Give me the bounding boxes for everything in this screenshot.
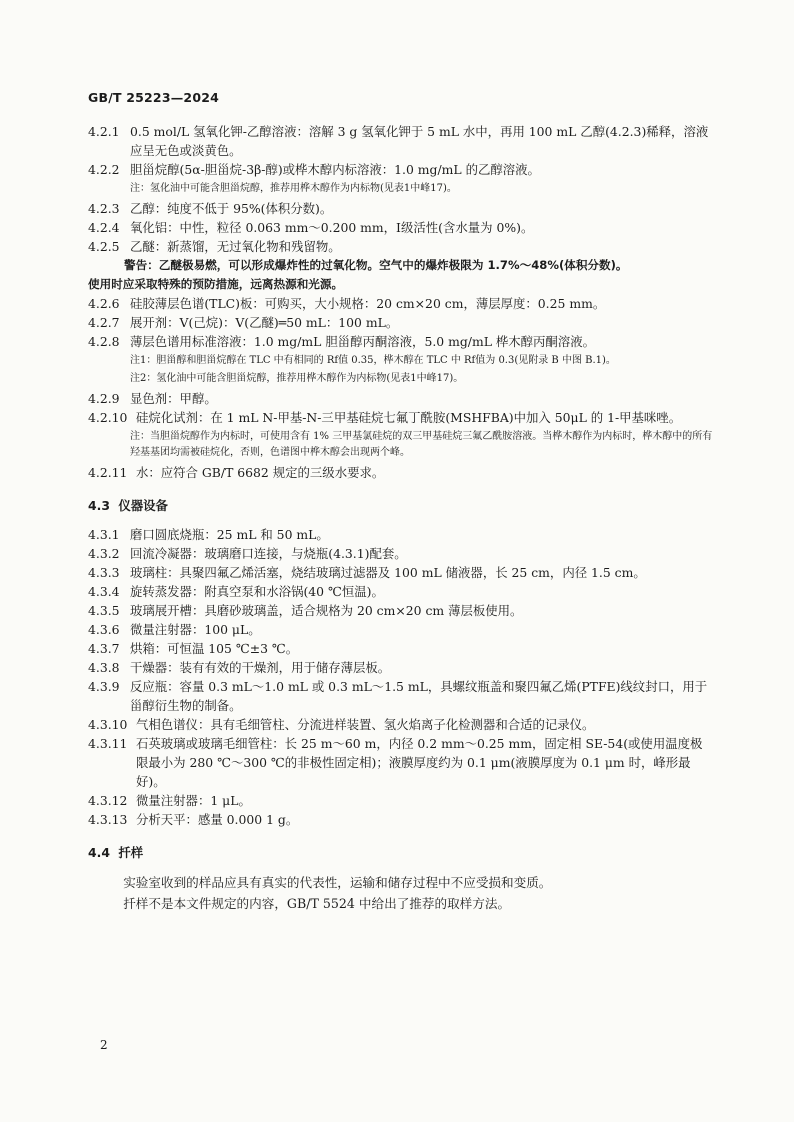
clause-number: 4.2.4	[88, 220, 120, 235]
clause-4-3-13	[88, 810, 713, 829]
clause-number: 4.3.11	[88, 736, 128, 751]
clause-text: 回流冷凝器：玻璃磨口连接，与烧瓶(4.3.1)配套。	[130, 546, 407, 561]
clause-number: 4.2.6	[88, 296, 120, 311]
clause-4-3-12	[88, 791, 713, 810]
clause-text: 玻璃柱：具聚四氟乙烯活塞，烧结玻璃过滤器及 100 mL 储液器，长 25 cm，内径 1.5 cm。	[130, 565, 646, 580]
clause-text: 干燥器：装有有效的干燥剂，用于储存薄层板。	[130, 660, 391, 675]
reagent-list	[88, 122, 713, 256]
clause-text: 微量注射器：100 μL。	[130, 622, 261, 637]
clause-4-3-8	[88, 658, 713, 677]
clause-number: 4.3.6	[88, 622, 120, 637]
sampling-paragraph: 扦样不是本文件规定的内容，GB/T 5524 中给出了推荐的取样方法。	[123, 896, 511, 911]
clause-4-2-5	[88, 237, 713, 256]
clause-number: 4.3.10	[88, 717, 128, 732]
clause-4-2-8	[88, 332, 713, 351]
clause-text: 旋转蒸发器：附真空泵和水浴锅(40 ℃恒温)。	[130, 584, 384, 599]
clause-4-3-9	[88, 677, 713, 715]
clause-number: 4.3.4	[88, 584, 120, 599]
section-title: 仪器设备	[118, 498, 168, 513]
clause-number: 4.3.2	[88, 546, 120, 561]
section-number: 4.4	[88, 845, 110, 860]
clause-text: 硅胶薄层色谱(TLC)板：可购买，大小规格：20 cm×20 cm，薄层厚度：0.25 mm。	[130, 296, 606, 311]
clause-number: 4.3.5	[88, 603, 120, 618]
warning-line-1: 警告：乙醚极易燃，可以形成爆炸性的过氧化物。空气中的爆炸极限为 1.7%～48%(体积分数)。	[124, 258, 628, 272]
clause-4-2-9	[88, 389, 713, 408]
clause-text: 玻璃展开槽：具磨砂玻璃盖，适合规格为 20 cm×20 cm 薄层板使用。	[130, 603, 523, 618]
clause-text: 乙醇：纯度不低于 95%(体积分数)。	[130, 201, 333, 216]
clause-number: 4.2.9	[88, 391, 120, 406]
clause-4-2-1	[88, 122, 713, 160]
section-title: 扦样	[118, 845, 144, 860]
warning-line-2: 使用时应采取特殊的预防措施，远离热源和光源。	[88, 277, 344, 291]
clause-number: 4.3.3	[88, 565, 120, 580]
clause-number: 4.2.10	[88, 410, 128, 425]
clause-4-2-6	[88, 294, 713, 313]
clause-number: 4.2.2	[88, 162, 120, 177]
clause-4-3-3	[88, 563, 713, 582]
clause-number: 4.2.1	[88, 124, 120, 139]
clause-number: 4.2.3	[88, 201, 120, 216]
clause-4-3-4	[88, 582, 713, 601]
clause-4-2-2	[88, 160, 713, 179]
clause-4-3-5	[88, 601, 713, 620]
note: 注1：胆甾醇和胆甾烷醇在 TLC 中有相同的 Rf值 0.35，桦木醇在 TLC 中 Rf值为 0.3(见附录 B 中图 B.1)。	[130, 355, 616, 366]
clause-number: 4.2.5	[88, 239, 120, 254]
clause-number: 4.3.1	[88, 527, 120, 542]
page-number: 2	[100, 1038, 108, 1052]
clause-text: 0.5 mol/L 氢氧化钾-乙醇溶液：溶解 3 g 氢氧化钾于 5 mL 水中，再用 100 mL 乙醇(4.2.3)稀释，溶液应呈无色或淡黄色。	[130, 124, 709, 158]
sampling-paragraphs	[88, 872, 713, 914]
clause-text: 显色剂：甲醇。	[130, 391, 217, 406]
clause-number: 4.3.7	[88, 641, 120, 656]
clause-4-2-11	[88, 463, 713, 482]
clause-number: 4.2.8	[88, 334, 120, 349]
clause-text: 反应瓶：容量 0.3 mL～1.0 mL 或 0.3 mL～1.5 mL，具螺纹瓶盖和聚四氟乙烯(PTFE)线纹封口，用于甾醇衍生物的制备。	[130, 679, 708, 713]
clause-text: 薄层色谱用标准溶液：1.0 mg/mL 胆甾醇丙酮溶液，5.0 mg/mL 桦木醇丙酮溶液。	[130, 334, 595, 349]
clause-text: 磨口圆底烧瓶：25 mL 和 50 mL。	[130, 527, 329, 542]
note: 注：当胆甾烷醇作为内标时，可使用含有 1% 三甲基氯硅烷的双三甲基硅烷三氟乙酰胺溶液。当桦木醇作为内标时，桦木醇中的所有羟基基团均需被硅烷化，否则，色谱图中桦木醇会出现两个峰。	[130, 431, 713, 458]
clause-text: 硅烷化试剂：在 1 mL N-甲基-N-三甲基硅烷七氟丁酰胺(MSHFBA)中加入 50μL 的 1-甲基咪唑。	[136, 410, 682, 425]
equipment-list	[88, 525, 713, 829]
clause-4-2-7	[88, 313, 713, 332]
standard-code: GB/T 25223—2024	[88, 90, 220, 105]
clause-text: 乙醚：新蒸馏，无过氧化物和残留物。	[130, 239, 341, 254]
sampling-paragraph: 实验室收到的样品应具有真实的代表性，运输和储存过程中不应受损和变质。	[123, 875, 552, 890]
clause-text: 石英玻璃或玻璃毛细管柱：长 25 m～60 m，内径 0.2 mm～0.25 mm，固定相 SE-54(或使用温度极限最小为 280 ℃～300 ℃的非极性固定相)；液膜厚度约为 0.1 μm(液膜厚度为 0.1 μm 时，峰形最好)。	[136, 736, 703, 789]
clause-number: 4.3.9	[88, 679, 120, 694]
section-heading-equipment	[88, 496, 713, 515]
note: 注2：氢化油中可能含胆甾烷醇，推荐用桦木醇作为内标物(见表1中峰17)。	[130, 373, 464, 384]
clause-text: 胆甾烷醇(5α-胆甾烷-3β-醇)或桦木醇内标溶液：1.0 mg/mL 的乙醇溶液。	[130, 162, 540, 177]
section-heading-sampling	[88, 843, 713, 862]
clause-4-2-4	[88, 218, 713, 237]
clause-4-3-11	[88, 734, 713, 791]
clause-4-3-2	[88, 544, 713, 563]
clause-number: 4.3.8	[88, 660, 120, 675]
clause-4-3-10	[88, 715, 713, 734]
clause-text: 烘箱：可恒温 105 ℃±3 ℃。	[130, 641, 299, 656]
clause-text: 微量注射器：1 μL。	[136, 793, 251, 808]
clause-number: 4.2.11	[88, 465, 128, 480]
clause-text: 氧化铝：中性，粒径 0.063 mm～0.200 mm，Ⅰ级活性(含水量为 0%)。	[130, 220, 534, 235]
clause-text: 水：应符合 GB/T 6682 规定的三级水要求。	[136, 465, 385, 480]
note: 注：氢化油中可能含胆甾烷醇，推荐用桦木醇作为内标物(见表1中峰17)。	[130, 183, 457, 194]
clause-4-2-3	[88, 199, 713, 218]
clause-number: 4.2.7	[88, 315, 120, 330]
section-number: 4.3	[88, 498, 110, 513]
clause-number: 4.3.12	[88, 793, 128, 808]
reagent-list-continued	[88, 294, 713, 482]
clause-text: 气相色谱仪：具有毛细管柱、分流进样装置、氢火焰离子化检测器和合适的记录仪。	[136, 717, 595, 732]
clause-text: 展开剂：V(己烷)：V(乙醚)═50 mL：100 mL。	[130, 315, 399, 330]
clause-4-3-6	[88, 620, 713, 639]
clause-text: 分析天平：感量 0.000 1 g。	[136, 812, 299, 827]
document-body	[88, 122, 713, 914]
clause-4-3-1	[88, 525, 713, 544]
clause-4-3-7	[88, 639, 713, 658]
clause-number: 4.3.13	[88, 812, 128, 827]
clause-4-2-10	[88, 408, 713, 427]
